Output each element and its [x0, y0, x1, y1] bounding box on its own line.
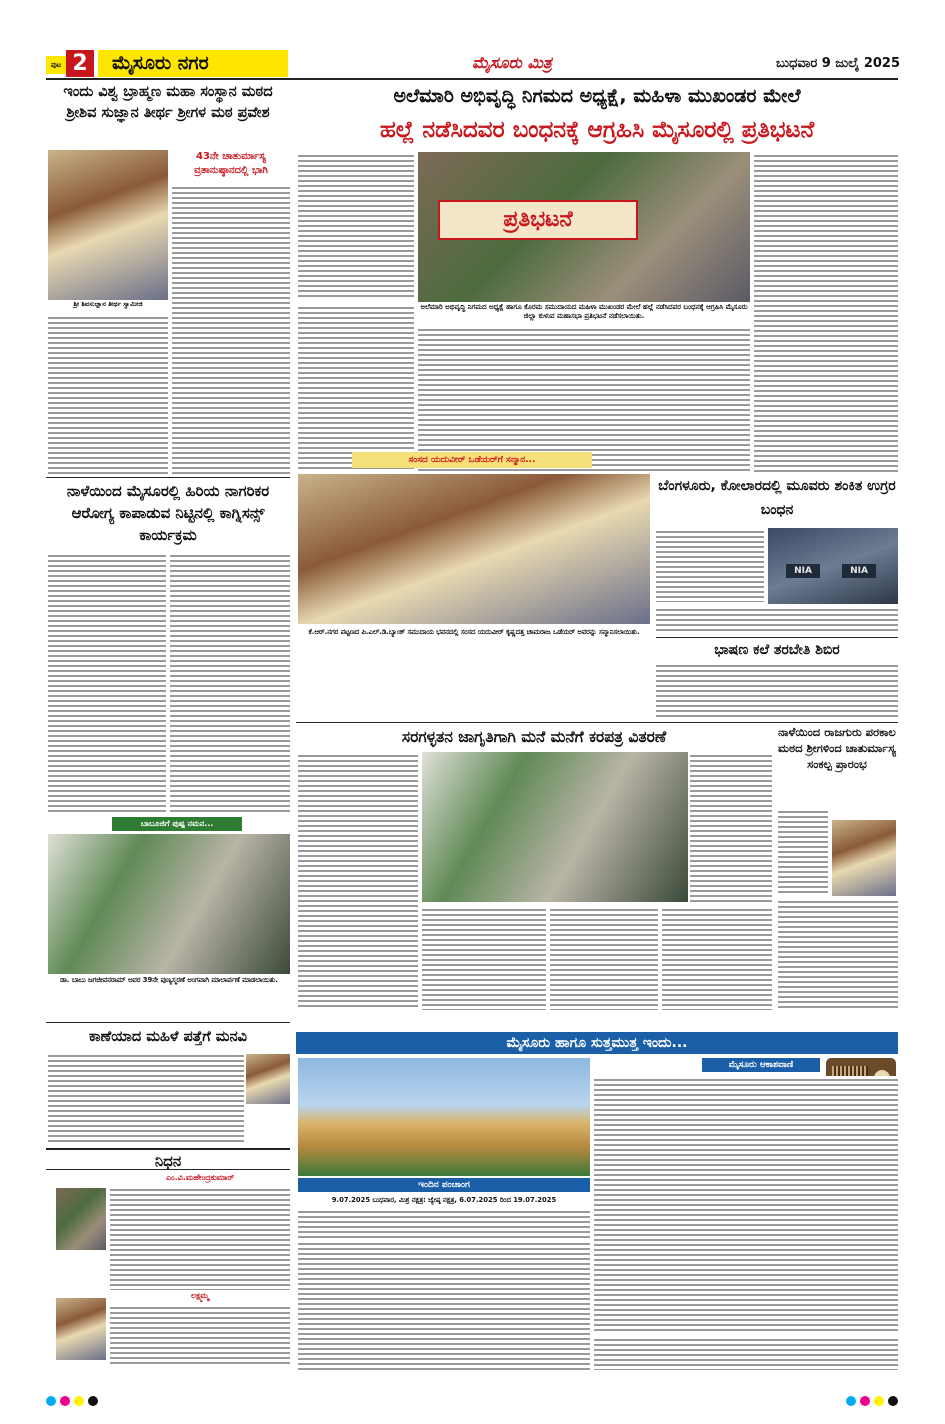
- nia-jacket-label-1: NIA: [786, 564, 820, 578]
- arrest-photo: [768, 528, 898, 604]
- pamphlet-text-col3: [550, 906, 658, 1010]
- color-dot-yellow: [74, 1396, 84, 1406]
- obituary-text-1: [110, 1186, 290, 1290]
- color-dot-black-2: [888, 1396, 898, 1406]
- divider-left-1: [46, 477, 290, 478]
- rajaguru-headline: ನಾಳೆಯಿಂದ ರಾಜಗುರು ಪರಕಾಲ ಮಠದ ಶ್ರೀಗಳಿಂದ ಚಾತುರ್ಮಾಸ್ಯ ಸಂಕಲ್ಪ ಪ್ರಾರಂಭ: [778, 725, 896, 771]
- tribute-photo: [48, 834, 290, 974]
- obituary-header: ನಿಧನ: [46, 1148, 290, 1170]
- missing-text: [48, 1052, 244, 1144]
- health-text-col2: [170, 552, 290, 814]
- pamphlet-headline: ಸರಗಳ್ಳತನ ಜಾಗೃತಿಗಾಗಿ ಮನೆ ಮನೆಗೆ ಕರಪತ್ರ ವಿತರಣೆ: [401, 728, 667, 746]
- page-number: 2: [66, 50, 94, 77]
- today-band: ಮೈಸೂರು ಹಾಗೂ ಸುತ್ತಮುತ್ತ ಇಂದು...: [296, 1032, 898, 1054]
- obituary-name-2: ಲಕ್ಷ್ಮಮ್ಮ: [191, 1291, 209, 1300]
- color-dot-black: [88, 1396, 98, 1406]
- rajaguru-text-1: [778, 808, 828, 894]
- obituary-text-2: [110, 1304, 290, 1366]
- tribute-label: ಬಾಬೂಜಿಗೆ ಪುಷ್ಪ ನಮನ...: [112, 817, 242, 831]
- page-label-badge: ಪುಟ: [46, 56, 66, 74]
- footer-notice: [594, 1336, 898, 1370]
- health-headline: ನಾಳೆಯಿಂದ ಮೈಸೂರಲ್ಲಿ ಹಿರಿಯ ನಾಗರಿಕರ ಆರೋಗ್ಯ ಕಾಪಾಡುವ ನಿಟ್ಟಿನಲ್ಲಿ ಕಾಗ್ನಿಸನ್ಸ್ ಕಾರ್ಯಕ್ರಮ: [66, 482, 270, 544]
- left-top-headline: ಇಂದು ವಿಶ್ವ ಬ್ರಾಹ್ಮಣ ಮಹಾ ಸಂಸ್ಥಾನ ಮಠದ ಶ್ರೀಶಿವ ಸುಜ್ಞಾನ ತೀರ್ಥ ಶ್ರೀಗಳ ಮಠ ಪ್ರವೇಶ: [63, 84, 273, 121]
- pamphlet-text-col4: [662, 906, 772, 1010]
- section-title: ಮೈಸೂರು ನಗರ: [98, 50, 288, 77]
- radio-header: ಮೈಸೂರು ಆಕಾಶವಾಣಿ: [702, 1058, 820, 1072]
- health-text-col1: [48, 552, 166, 814]
- color-dot-magenta: [60, 1396, 70, 1406]
- obituary-name-1: ಎಂ.ವಿ.ಮಹೇಂದ್ರಕುಮಾರ್: [165, 1173, 235, 1182]
- events-list: [298, 1240, 590, 1370]
- protest-banner: [438, 200, 638, 240]
- lead-text-bottom: [298, 304, 414, 472]
- obituary-photo-2: [56, 1298, 106, 1360]
- divider-left-2: [46, 1022, 290, 1023]
- page-date: ಬುಧವಾರ 9 ಜುಲೈ 2025: [776, 56, 900, 71]
- arrest-text: [656, 528, 764, 602]
- missing-woman-photo: [246, 1054, 290, 1104]
- left-top-text-col1: [172, 184, 290, 474]
- pamphlet-text-col2: [422, 906, 546, 1010]
- pamphlet-photo: [422, 752, 688, 902]
- mp-photo: [298, 474, 650, 624]
- divider-mid-1: [296, 722, 898, 723]
- mp-caption: ಕೆ.ಆರ್.ನಗರ ಪಟ್ಟಣದ ಪಿ.ಎಲ್.ಡಿ.ಬ್ಯಾಂಕ್ ಸಮುದಾಯ ಭವನದಲ್ಲಿ ಸಂಸದ ಯದುವೀರ್ ಕೃಷ್ಣದತ್ತ ಚಾಮರಾಜ ಒಡೆಯರ್ ಅವರನ್ನು ಸನ್ಮಾನಿಸಲಾಯಿತು.: [308, 628, 640, 636]
- panchanga-date-line: 9.07.2025 ಬುಧವಾರ, ಮಿಶ್ರ ನಕ್ಷತ್ರ: ಜ್ಯೇಷ್ಠ ನಕ್ಷತ್ರ, 6.07.2025 ರಿಂದ 19.07.2025: [331, 1196, 557, 1204]
- color-dot-cyan-2: [846, 1396, 856, 1406]
- rajaguru-swamiji-photo: [832, 820, 896, 896]
- header-rule: [46, 78, 898, 80]
- speech-headline: ಭಾಷಣ ಕಲೆ ತರಬೇತಿ ಶಿಬಿರ: [714, 642, 840, 658]
- lead-kicker: ಅಲೆಮಾರಿ ಅಭಿವೃದ್ಧಿ ನಿಗಮದ ಅಧ್ಯಕ್ಷೆ, ಮಹಿಳಾ ಮುಖಂಡರ ಮೇಲೆ: [393, 85, 801, 107]
- nia-jacket-label-2: NIA: [842, 564, 876, 578]
- pamphlet-text-col1: [298, 752, 418, 1010]
- color-dot-cyan: [46, 1396, 56, 1406]
- protest-banner-text: ಪ್ರತಿಭಟನೆ: [503, 207, 573, 232]
- tribute-caption: ಡಾ. ಬಾಬು ಜಗಜೀವನರಾಮ್ ಅವರ 39ನೇ ಪುಣ್ಯಸ್ಮರಣೆ ಅಂಗವಾಗಿ ಮಾಲಾರ್ಪಣೆ ಮಾಡಲಾಯಿತು.: [60, 976, 278, 984]
- masthead: ಮೈಸೂರು ಮಿತ್ರ: [472, 53, 552, 72]
- swamiji-photo-caption: ಶ್ರೀ ಶಿವಸುಜ್ಞಾನ ತೀರ್ಥ ಸ್ವಾಮೀಜಿ: [73, 300, 143, 308]
- palace-photo: [298, 1058, 590, 1176]
- print-registration-marks: [46, 1394, 898, 1408]
- lead-headline: ಹಲ್ಲೆ ನಡೆಸಿದವರ ಬಂಧನಕ್ಕೆ ಆಗ್ರಹಿಸಿ ಮೈಸೂರಲ್ಲಿ ಪ್ರತಿಭಟನೆ: [379, 117, 815, 143]
- left-top-text-col2: [48, 314, 168, 474]
- rajaguru-text-2: [778, 898, 898, 1010]
- pamphlet-caption: [690, 752, 772, 902]
- color-dot-magenta-2: [860, 1396, 870, 1406]
- arrest-text-2: [656, 606, 898, 634]
- arrest-headline: ಬೆಂಗಳೂರು, ಕೋಲಾರದಲ್ಲಿ ಮೂವರು ಶಂಕಿತ ಉಗ್ರರ ಬಂಧನ: [658, 478, 896, 518]
- lead-text-bottom2: [418, 326, 750, 472]
- divider-right-1: [656, 637, 898, 638]
- lead-text-col2: [754, 152, 898, 472]
- speech-text: [656, 662, 898, 720]
- lead-photo-caption: ಅಲೆಮಾರಿ ಅಭಿವೃದ್ಧಿ ನಿಗಮದ ಅಧ್ಯಕ್ಷೆ ಹಾಗೂ ಕೊರಮ ಸಮುದಾಯದ ಮಹಿಳಾ ಮುಖಂಡರ ಮೇಲೆ ಹಲ್ಲೆ ನಡೆಸಿದವರ ಬಂಧನಕ್ಕೆ ಆಗ್ರಹಿಸಿ ಮೈಸೂರು ಜಿಲ್ಲಾ ಕುಳುವ ಮಹಾಸಭಾ ಪ್ರತಿಭಟನೆ ನಡೆಸಲಾಯಿತು.: [420, 303, 748, 320]
- mp-label: ಸಂಸದ ಯದುವೀರ್ ಒಡೆಯರ್‌ಗೆ ಸನ್ಮಾನ...: [352, 452, 592, 468]
- left-top-subhead: 43ನೇ ಚಾತುರ್ಮಾಸ್ಯ ವ್ರತಾನುಷ್ಠಾನದಲ್ಲಿ ಭಾಗಿ: [194, 151, 268, 176]
- missing-headline: ಕಾಣೆಯಾದ ಮಹಿಳೆ ಪತ್ತೆಗೆ ಮನವಿ: [89, 1029, 247, 1045]
- swamiji-photo: [48, 150, 168, 300]
- lead-photo: [418, 152, 750, 302]
- color-dot-yellow-2: [874, 1396, 884, 1406]
- panchanga-text: [298, 1208, 590, 1238]
- lead-text-col1: [298, 152, 414, 300]
- panchanga-header: ಇಂದಿನ ಪಂಚಾಂಗ: [298, 1178, 590, 1192]
- obituary-photo-1: [56, 1188, 106, 1250]
- radio-schedule: [594, 1076, 898, 1332]
